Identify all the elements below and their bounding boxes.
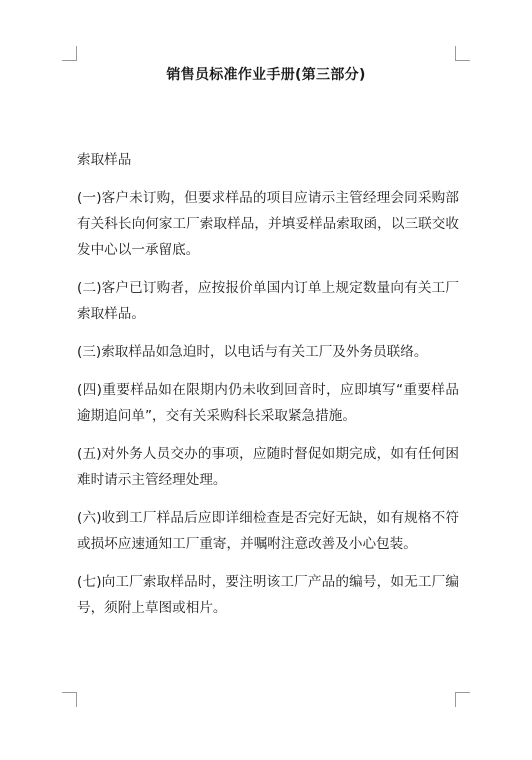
paragraph-3: (三)索取样品如急迫时，以电话与有关工厂及外务员联络。 — [77, 344, 428, 360]
crop-mark-top-left — [62, 46, 77, 61]
paragraph-1: (一)客户未订购，但要求样品的项目应请示主管经理会同采购部有关科长向何家工厂索取样品，并填妥样品索取函，以三联交收发中心以一承留底。 — [77, 190, 459, 258]
document-body — [77, 147, 459, 633]
paragraph-4: (四)重要样品如在限期内仍未收到回音时，应即填写“重要样品逾期追问单”，交有关采购科长采取紧急措施。 — [77, 382, 459, 424]
crop-mark-bottom-left — [62, 692, 77, 707]
paragraph-6: (六)收到工厂样品后应即详细检查是否完好无缺，如有规格不符或损坏应速通知工厂重寄，并嘱咐注意改善及小心包装。 — [77, 510, 459, 552]
crop-mark-top-right — [455, 46, 470, 61]
crop-mark-bottom-right — [455, 692, 470, 707]
paragraph-7: (七)向工厂索取样品时，要注明该工厂产品的编号，如无工厂编号，须附上草图或相片。 — [77, 574, 459, 616]
document-title: 销售员标准作业手册(第三部分) — [166, 67, 366, 83]
section-heading: 索取样品 — [77, 152, 132, 168]
paragraph-2: (二)客户已订购者，应按报价单国内订单上规定数量向有关工厂索取样品。 — [77, 280, 459, 322]
paragraph-5: (五)对外务人员交办的事项，应随时督促如期完成，如有任何困难时请示主管经理处理。 — [77, 446, 459, 488]
